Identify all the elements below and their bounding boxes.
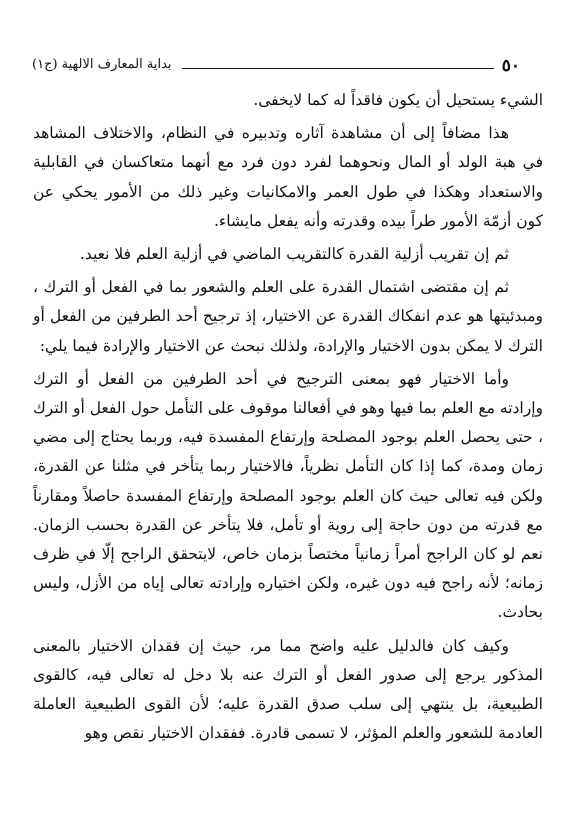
paragraph-3: ثم إن تقريب أزلية القدرة كالتقريب الماضي في أزلية العلم فلا نعيد. bbox=[79, 245, 509, 264]
paragraph-1: الشيء يستحيل أن يكون فاقداً له كما لايخفى. bbox=[253, 91, 543, 109]
page-number: ٥٠ bbox=[501, 56, 520, 76]
header-rule bbox=[182, 68, 494, 69]
paragraph-6: وكيف كان فالدليل عليه واضح مما مر، حيث إن فقدان الاختيار بالمعنى المذكور يرجع إلى صدور الفعل أو الترك عنه بلا دخل له تعالى فيه، كالقوى الطبيعية، بل ينتهي إلى سلب صدق القدرة عليه؛ لأن القوى الطبيعية العاملة العادمة للشعور والعلم المؤثر، لا تسمى قادرة. ففقدان الاختيار نقص وهو bbox=[33, 636, 543, 743]
running-title: بداية المعارف الالهية (ج١) bbox=[32, 57, 172, 72]
page-header bbox=[30, 56, 546, 82]
paragraph-4: ثم إن مقتضى اشتمال القدرة على العلم والشعور بما في الفعل أو الترك ، ومبدئيتها هو عدم انفكاك القدرة عن الاختيار، إذ ترجيح أحد الطرفين من الفعل أو الترك لا يمكن بدون الاختيار والإرادة، ولذلك نبحث عن الاختيار والإرادة فيما يلي: bbox=[33, 278, 543, 355]
body-text bbox=[33, 86, 543, 748]
paragraph-5: وأما الاختيار فهو بمعنى الترجيح في أحد الطرفين من الفعل أو الترك وإرادته مع العلم بما فيها وهو في أفعالنا موقوف على التأمل حول الفعل أو الترك ، حتى يحصل العلم بوجود المصلحة وإرتفاع المفسدة فيه، وربما يحتاج إلى مضي زمان ومدة، كما إذا كان التأمل نظرياً، فالاختيار ربما يتأخر في مثلنا عن القدرة، ولكن فيه تعالى حيث كان العلم بوجود المصلحة وإرتفاع المفسدة حاصلاً ومقارناً مع قدرته من دون حاجة إلى روية أو تأمل، فلا يتأخر عن القدرة بحسب الزمان. نعم لو كان الراجح أمراً زمانياً مختصاً بزمان خاص، لايتحقق الراجح إلّا في ظرف زمانه؛ لأنه راجح فيه دون غيره، ولكن اختياره وإرادته تعالى إياه من الأزل، وليس بحادث. bbox=[33, 369, 543, 622]
paragraph-2: هذا مضافاً إلى أن مشاهدة آثاره وتدبيره في النظام، والاختلاف المشاهد في هبة الولد أو المال ونحوهما لفرد دون فرد مع أنهما متعاكسان في القابلية والاستعداد وهكذا في طول العمر والامكانيات وغير ذلك من الأمور يحكي عن كون أزمّة الأمور طراً بيده وقدرته وأنه يفعل مايشاء. bbox=[33, 124, 543, 230]
